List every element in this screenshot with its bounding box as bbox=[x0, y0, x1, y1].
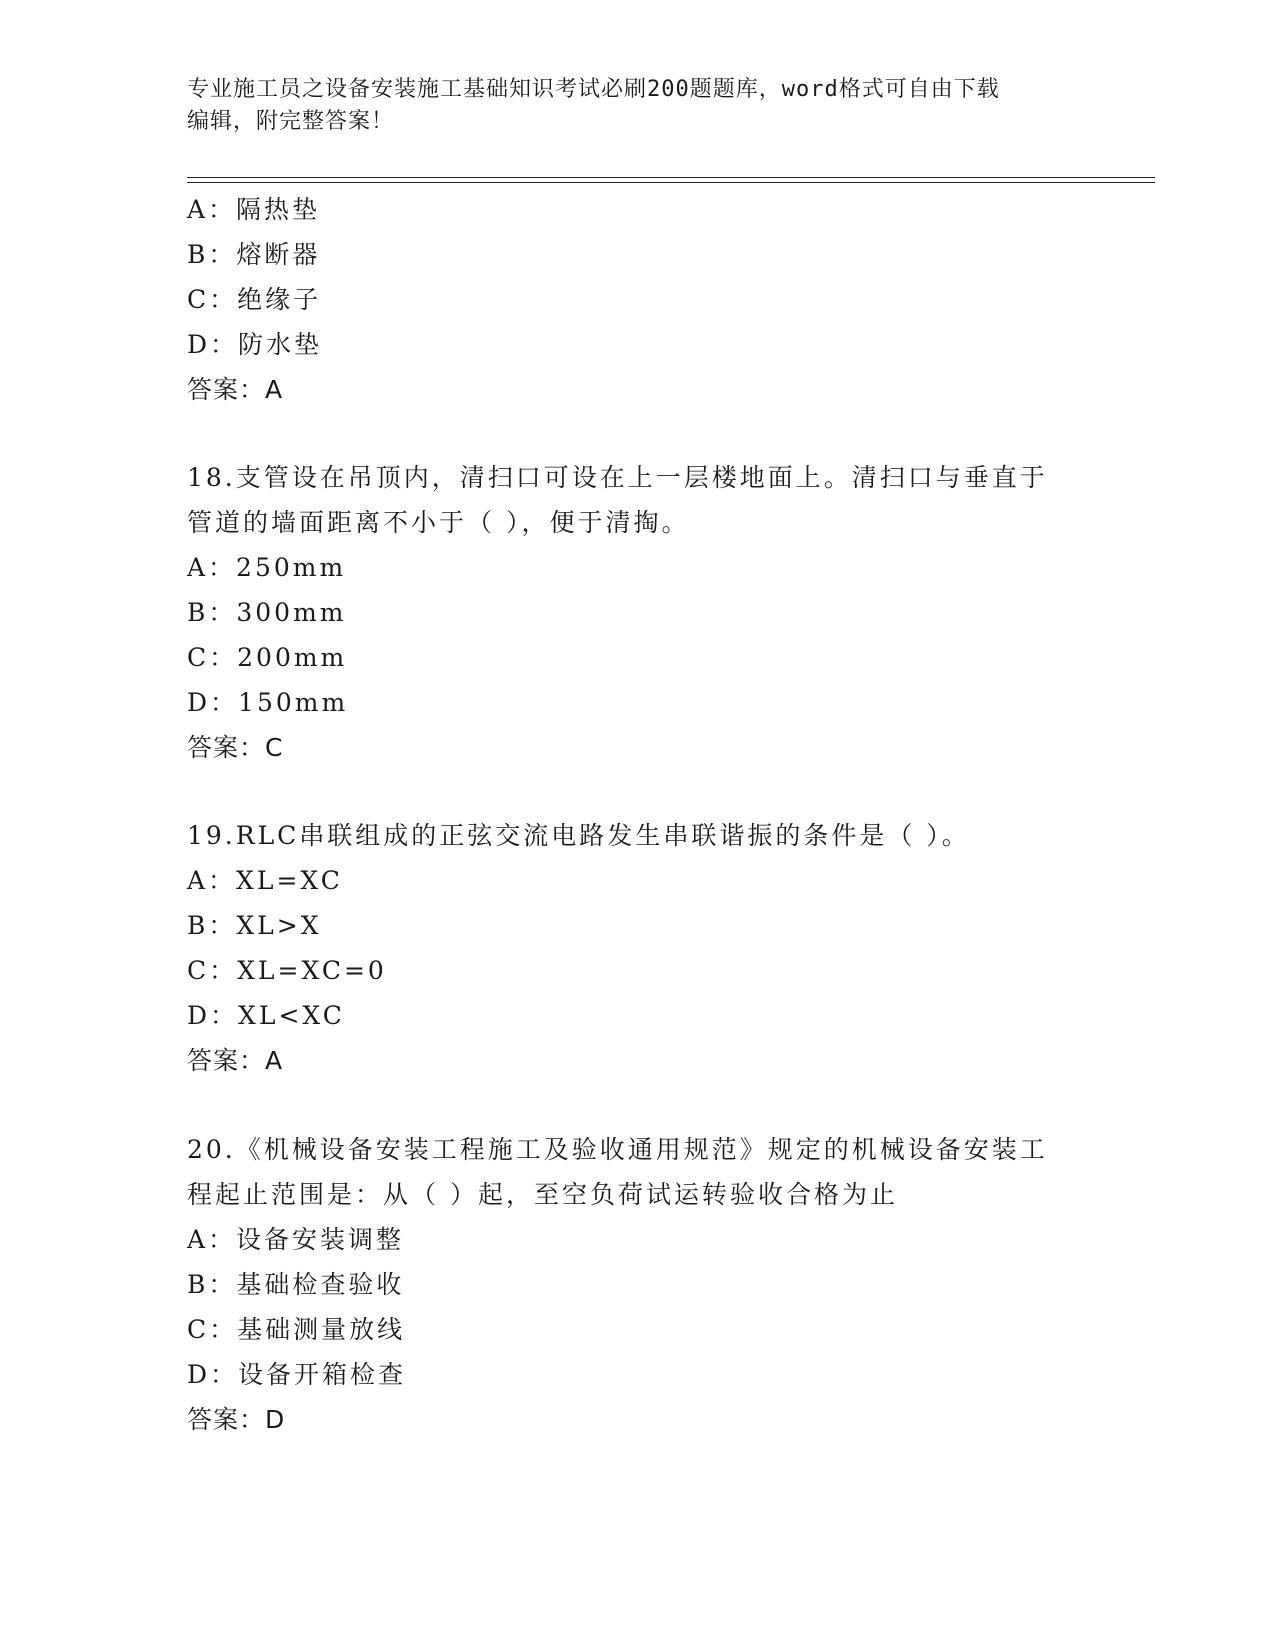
option-d: D：150mm bbox=[187, 688, 349, 717]
answer: 答案：A bbox=[187, 375, 284, 404]
question-text-line-2: 程起止范围是：从（ ）起，至空负荷试运转验收合格为止 bbox=[187, 1180, 898, 1209]
option-a: A：设备安装调整 bbox=[187, 1225, 405, 1254]
option-a: A：XL=XC bbox=[187, 866, 343, 895]
answer: 答案：C bbox=[187, 733, 284, 762]
option-c: C：基础测量放线 bbox=[187, 1315, 406, 1344]
option-d: D：设备开箱检查 bbox=[187, 1360, 407, 1389]
option-a: A：250mm bbox=[187, 553, 347, 582]
option-b: B：基础检查验收 bbox=[187, 1270, 405, 1299]
question-text-line-2: 管道的墙面距离不小于（ ），便于清掏。 bbox=[187, 508, 690, 537]
option-a: A：隔热垫 bbox=[187, 195, 321, 224]
question-text-line-1: 18.支管设在吊顶内，清扫口可设在上一层楼地面上。清扫口与垂直于 bbox=[187, 463, 1048, 492]
document-header bbox=[187, 74, 1087, 138]
option-c: C：200mm bbox=[187, 643, 348, 672]
header-divider-bottom bbox=[187, 182, 1155, 183]
answer: 答案：D bbox=[187, 1405, 286, 1434]
option-b: B：XL>X bbox=[187, 911, 322, 940]
option-d: D：防水垫 bbox=[187, 330, 323, 359]
option-d: D：XL<XC bbox=[187, 1001, 345, 1030]
question-text-line-1: 19.RLC串联组成的正弦交流电路发生串联谐振的条件是（ ）。 bbox=[187, 821, 970, 850]
header-line-1: 专业施工员之设备安装施工基础知识考试必刷200题题库，word格式可自由下载 bbox=[187, 77, 1000, 102]
header-line-2: 编辑，附完整答案！ bbox=[187, 109, 395, 134]
option-c: C：绝缘子 bbox=[187, 285, 322, 314]
header-divider-top bbox=[187, 177, 1155, 178]
option-b: B：熔断器 bbox=[187, 240, 321, 269]
option-c: C：XL=XC=0 bbox=[187, 956, 387, 985]
answer: 答案：A bbox=[187, 1046, 284, 1075]
question-text-line-1: 20.《机械设备安装工程施工及验收通用规范》规定的机械设备安装工 bbox=[187, 1135, 1048, 1164]
option-b: B：300mm bbox=[187, 598, 347, 627]
